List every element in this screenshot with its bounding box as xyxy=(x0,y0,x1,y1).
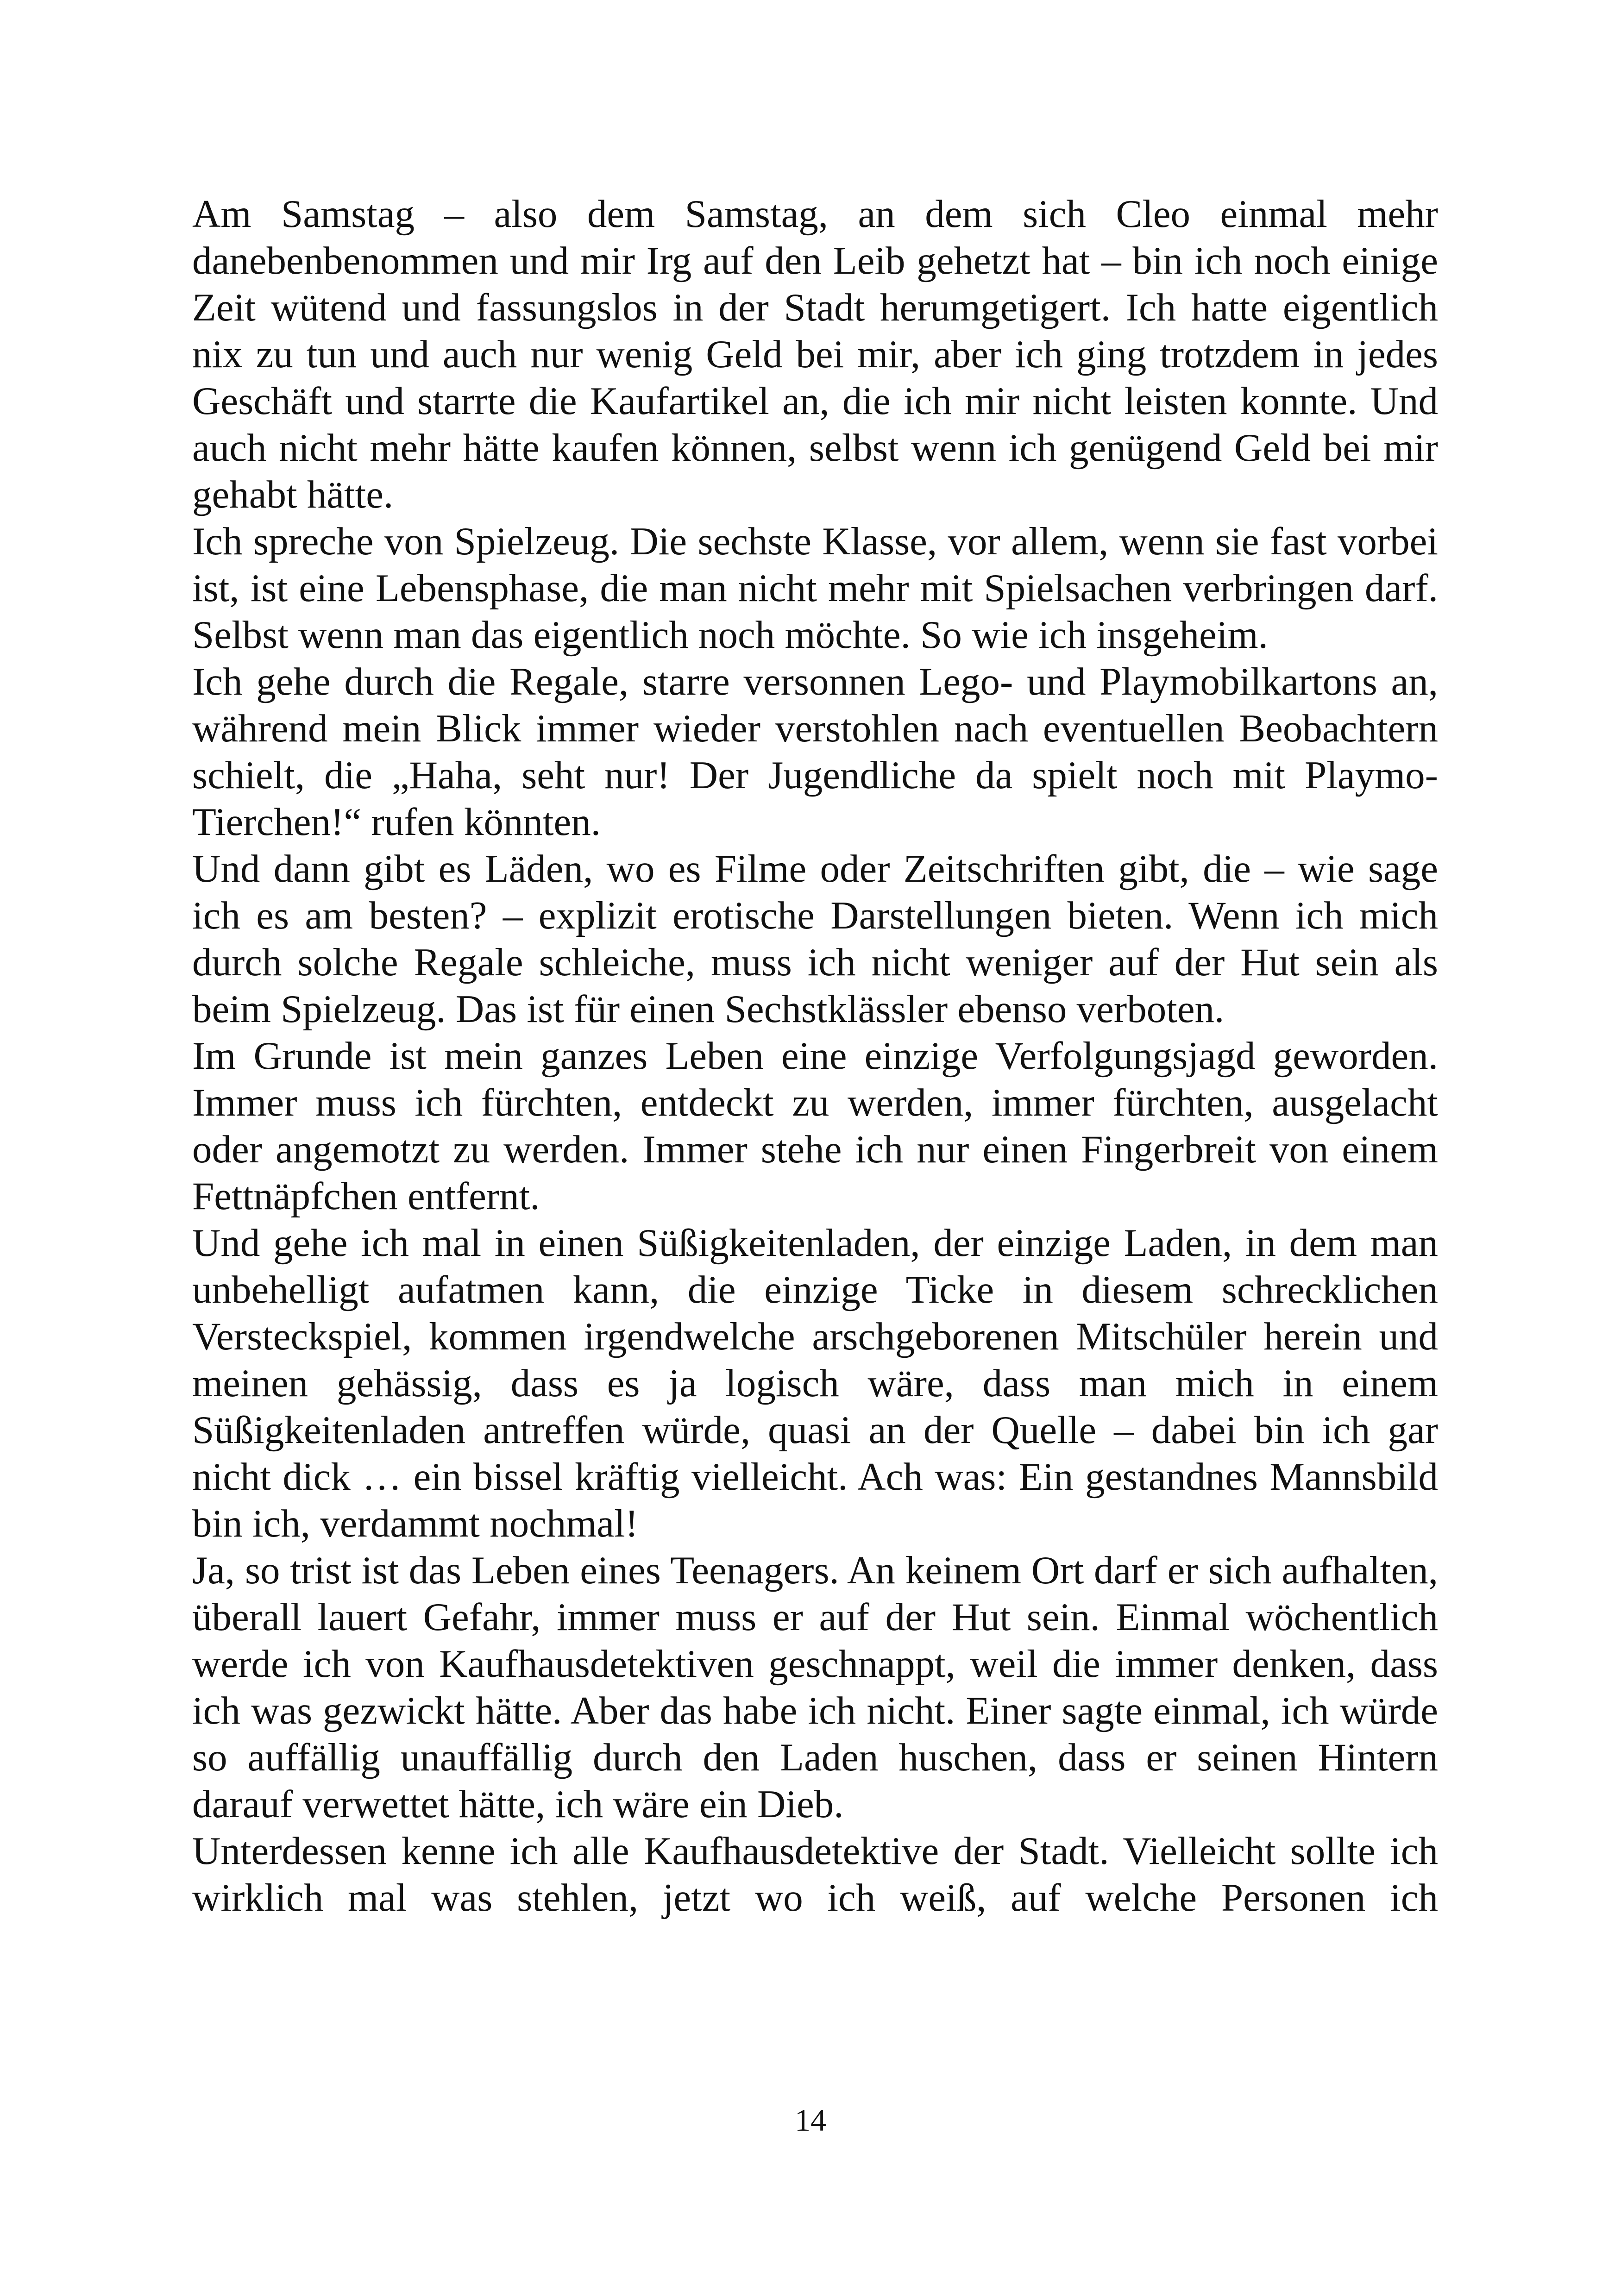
paragraph: Ich spreche von Spielzeug. Die sechste Klasse, vor allem, wenn sie fast vorbei ist, ist eine Lebensphase, die man nicht mehr mit Spielsachen verbringen darf. Selbst wenn man das eigentlich noch möchte. So wie ich insgeheim. xyxy=(192,520,1438,657)
paragraph: Und gehe ich mal in einen Süßigkeitenladen, der einzige Laden, in dem man unbehelligt aufatmen kann, die einzige Ticke in diesem schrecklichen Versteckspiel, kommen irgendwelche arschgeborenen Mitschüler herein und meinen gehässig, dass es ja logisch wäre, dass man mich in einem Süßigkeitenladen antreffen würde, quasi an der Quelle – dabei bin ich gar nicht dick … ein bissel kräftig vielleicht. Ach was: Ein gestandnes Mannsbild bin ich, verdammt nochmal! xyxy=(192,1221,1438,1545)
body-text xyxy=(192,191,1438,1921)
paragraph: Ich gehe durch die Regale, starre versonnen Lego- und Playmobilkartons an, während mein Blick immer wieder verstohlen nach eventuellen Beobachtern schielt, die „Haha, seht nur! Der Jugendliche da spielt noch mit Playmo-Tierchen!“ rufen könnten. xyxy=(192,660,1438,844)
paragraph: Am Samstag – also dem Samstag, an dem sich Cleo einmal mehr danebenbenommen und mir Irg auf den Leib gehetzt hat – bin ich noch einige Zeit wütend und fassungslos in der Stadt herumgetigert. Ich hatte eigentlich nix zu tun und auch nur wenig Geld bei mir, aber ich ging trotzdem in jedes Geschäft und starrte die Kaufartikel an, die ich mir nicht leisten konnte. Und auch nicht mehr hätte kaufen können, selbst wenn ich genügend Geld bei mir gehabt hätte. xyxy=(192,192,1438,516)
paragraph: Ja, so trist ist das Leben eines Teenagers. An keinem Ort darf er sich aufhalten, überall lauert Gefahr, immer muss er auf der Hut sein. Einmal wöchentlich werde ich von Kaufhausdetektiven geschnappt, weil die immer denken, dass ich was gezwickt hätte. Aber das habe ich nicht. Einer sagte einmal, ich würde so auffällig unauffällig durch den Laden huschen, dass er seinen Hintern darauf verwettet hätte, ich wäre ein Dieb. xyxy=(192,1549,1438,1826)
page-number: 14 xyxy=(795,2102,826,2138)
paragraph: Im Grunde ist mein ganzes Leben eine einzige Verfolgungsjagd geworden. Immer muss ich fürchten, entdeckt zu werden, immer fürchten, ausgelacht oder angemotzt zu werden. Immer stehe ich nur einen Fingerbreit von einem Fettnäpfchen entfernt. xyxy=(192,1034,1438,1218)
paragraph: Und dann gibt es Läden, wo es Filme oder Zeitschriften gibt, die – wie sage ich es am besten? – explizit erotische Darstellungen bieten. Wenn ich mich durch solche Regale schleiche, muss ich nicht weniger auf der Hut sein als beim Spielzeug. Das ist für einen Sechstklässler ebenso verboten. xyxy=(192,847,1438,1031)
paragraph: Unterdessen kenne ich alle Kaufhausdetektive der Stadt. Vielleicht sollte ich wirklich mal was stehlen, jetzt wo ich weiß, auf welche Personen ich xyxy=(192,1829,1438,1920)
